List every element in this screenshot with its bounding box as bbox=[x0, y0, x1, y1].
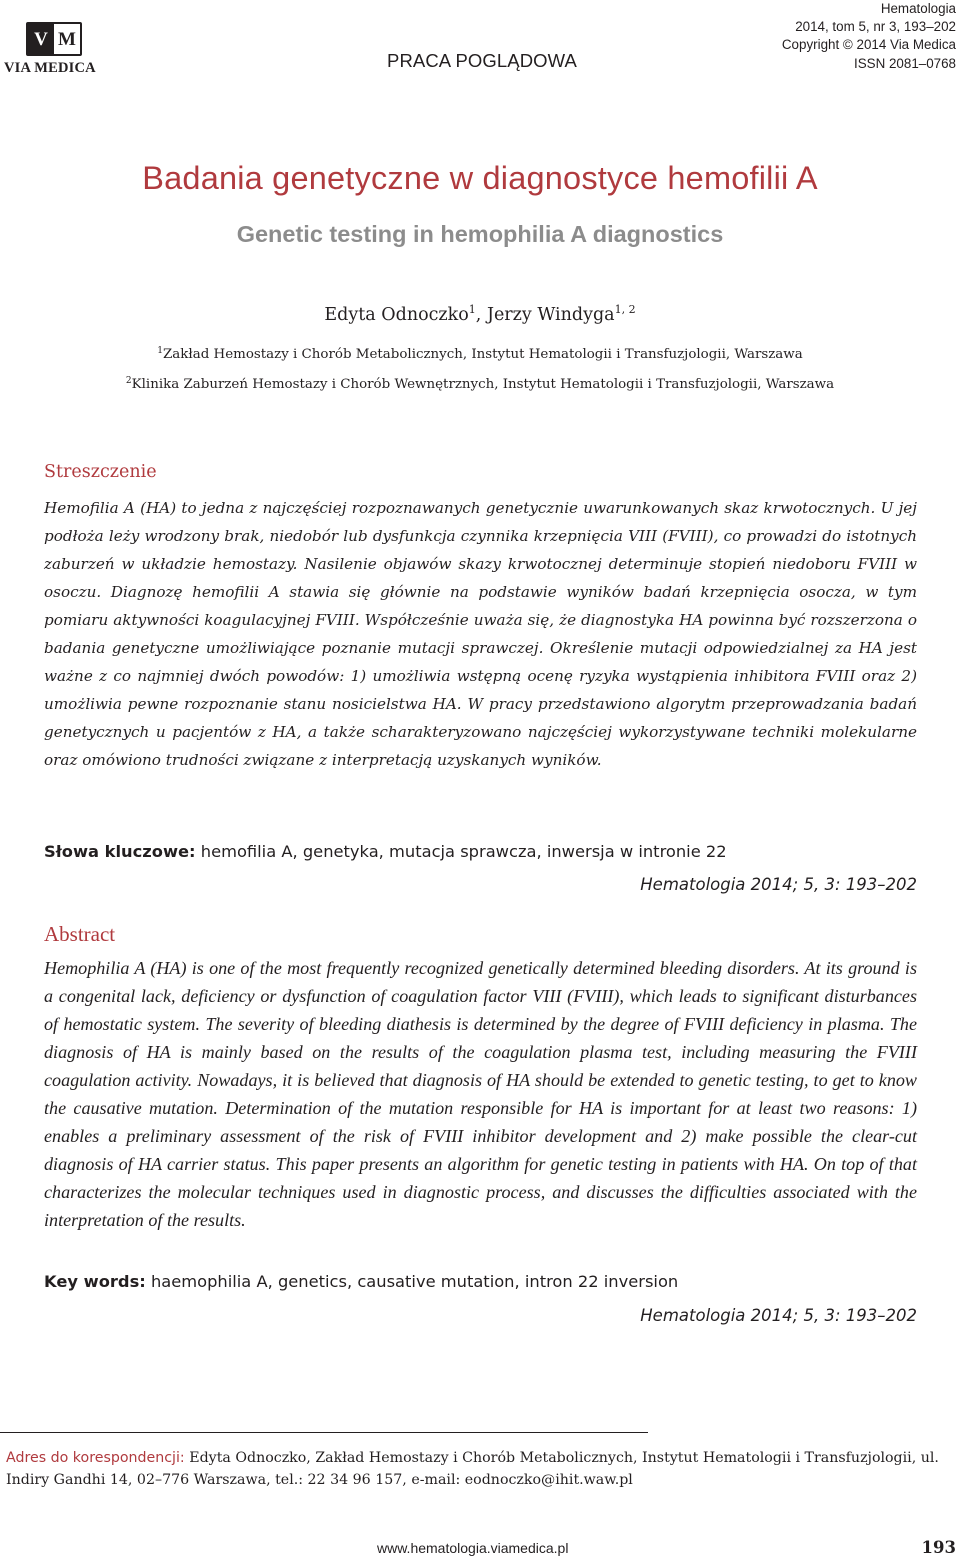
logo-mark bbox=[26, 22, 82, 56]
abstract-body: Hemophilia A (HA) is one of the most frequently recognized genetically determined bleeding disorders. At its ground is a congenital lack, deficiency or dysfunction of coagulation factor VIII (FVIII), which leads to significant disturbances of hemostatic system. The severity of bleeding diathesis is determined by the degree of FVIII deficiency in plasma. The diagnosis of HA is mainly based on the results of the coagulation plasma test, including measuring the FVIII coagulation activity. Nowadays, it is believed that diagnosis of HA should be extended to genetic testing, to get to know the causative mutation. Determination of the mutation responsible for HA is important for at least two reasons: 1) enables a preliminary assessment of the risk of FVIII inhibitor development and 2) make possible the clear-cut diagnosis of HA carrier status. This paper presents an algorithm for genetic testing in patients with HA. On top of that characterizes the molecular techniques used in diagnostic process, and discusses the difficulties associated with the interpretation of the results. bbox=[44, 958, 917, 1230]
page-number: 193 bbox=[921, 1538, 956, 1557]
abstract-heading: Abstract bbox=[44, 922, 116, 946]
logo-text: VIA MEDICA bbox=[4, 60, 96, 76]
logo-letter-m: M bbox=[54, 24, 80, 54]
affiliation-2-num: 2 bbox=[125, 376, 132, 386]
correspondence-footnote bbox=[6, 1447, 946, 1491]
section-label: PRACA POGLĄDOWA bbox=[387, 50, 577, 71]
keywords-label-en: Key words: bbox=[44, 1272, 146, 1291]
keywords-en: haemophilia A, genetics, causative mutation, intron 22 inversion bbox=[150, 1272, 679, 1291]
via-medica-logo bbox=[4, 22, 104, 77]
article-subtitle: Genetic testing in hemophilia A diagnostics bbox=[236, 221, 724, 247]
citation-pl: Hematologia 2014; 5, 3: 193–202 bbox=[640, 875, 917, 894]
streszczenie-keywords bbox=[44, 842, 727, 861]
correspondence-label: Adres do korespondencji: bbox=[6, 1450, 185, 1466]
author-2-affil: 1, 2 bbox=[614, 303, 636, 316]
journal-name: Hematologia bbox=[880, 1, 956, 16]
footer-url[interactable]: www.hematologia.viamedica.pl bbox=[377, 1540, 569, 1556]
author-1: Edyta Odnoczko bbox=[324, 305, 469, 325]
affiliation-2 bbox=[0, 377, 960, 392]
citation-en: Hematologia 2014; 5, 3: 193–202 bbox=[640, 1306, 917, 1325]
authors bbox=[0, 305, 960, 325]
logo-letter-v: V bbox=[28, 24, 54, 54]
author-separator: , bbox=[475, 305, 487, 325]
keywords-label-pl: Słowa kluczowe: bbox=[44, 842, 196, 861]
abstract-keywords bbox=[44, 1272, 678, 1291]
footnote-divider bbox=[0, 1432, 648, 1433]
copyright: Copyright © 2014 Via Medica bbox=[781, 37, 956, 53]
streszczenie-heading: Streszczenie bbox=[44, 462, 157, 482]
correspondence-text: Edyta Odnoczko, Zakład Hemostazy i Chorób Metabolicznych, Instytut Hematologii i Transfuzjologii, ul. Indiry Gandhi 14, 02–776 Warszawa, tel.: 22 34 96 157, e-mail: eodnoczko@ihit.waw.pl bbox=[6, 1450, 939, 1488]
affiliation-1 bbox=[0, 347, 960, 362]
author-2: Jerzy Windyga bbox=[486, 305, 615, 325]
affiliation-1-num: 1 bbox=[157, 346, 163, 356]
affiliation-1-text: Zakład Hemostazy i Chorób Metabolicznych, Instytut Hematologii i Transfuzjologii, Warszawa bbox=[162, 347, 803, 362]
keywords-pl: hemofilia A, genetyka, mutacja sprawcza, inwersja w intronie 22 bbox=[200, 842, 727, 861]
streszczenie-body: Hemofilia A (HA) to jedna z najczęściej rozpoznawanych genetycznie uwarunkowanych skaz krwotocznych. U jej podłoża leży wrodzony brak, niedobór lub dysfunkcja czynnika krzepnięcia VIII (FVIII), co prowadzi do istotnych zaburzeń w układzie hemostazy. Nasilenie objawów skazy krwotocznej determinuje stopień niedoboru FVIII w osoczu. Diagnozę hemofilii A stawia się głównie na podstawie wyników badań krzepnięcia osocza, w tym pomiaru aktywności koagulacyjnej FVIII. Współcześnie uważa się, że diagnostyka HA powinna być rozszerzona o badania genetyczne umożliwiające poznanie mutacji sprawczej. Określenie mutacji odpowiedzialnej za HA jest ważne z co najmniej dwóch powodów: 1) umożliwia wstępną ocenę ryzyka wystąpienia inhibitora FVIII oraz 2) umożliwia pewne rozpoznanie stanu nosicielstwa HA. W pracy przedstawiono algorytm przeprowadzania badań genetycznych u pacjentów z HA, a także scharakteryzowano najczęściej wykorzystywane techniki molekularne oraz omówiono trudności związane z interpretacją uzyskanych wyników. bbox=[44, 499, 917, 769]
article-title: Badania genetyczne w diagnostyce hemofilii A bbox=[142, 160, 818, 196]
issn: ISSN 2081–0768 bbox=[854, 55, 956, 71]
author-1-affil: 1 bbox=[468, 303, 476, 316]
affiliation-2-text: Klinika Zaburzeń Hemostazy i Chorób Wewnętrznych, Instytut Hematologii i Transfuzjologii, Warszawa bbox=[131, 377, 835, 392]
journal-issue: 2014, tom 5, nr 3, 193–202 bbox=[795, 19, 956, 35]
journal-info bbox=[782, 0, 956, 73]
